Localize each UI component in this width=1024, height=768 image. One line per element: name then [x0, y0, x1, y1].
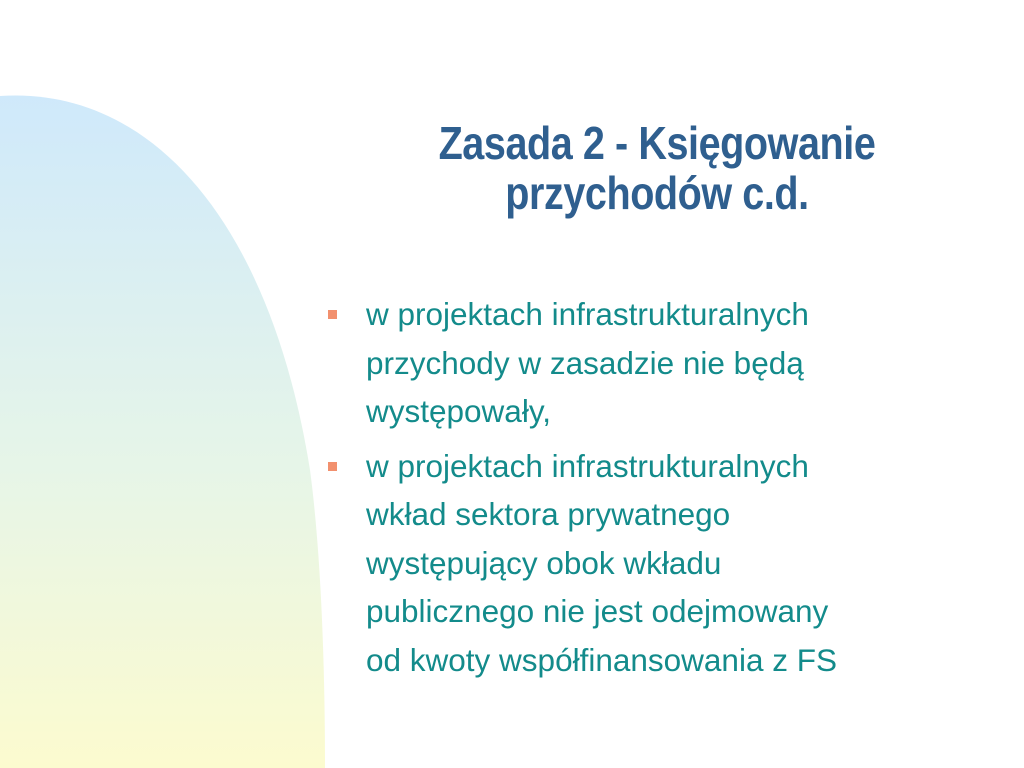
bullet-line: występowały,: [366, 393, 551, 429]
bullet-line: w projektach infrastrukturalnych: [366, 296, 809, 332]
slide-title-line-2: przychodów c.d.: [505, 167, 809, 219]
slide-title-line-1: Zasada 2 - Księgowanie: [438, 117, 876, 169]
bullet-line: występujący obok wkładu: [366, 544, 722, 581]
bullet-item-2: [326, 442, 986, 685]
bullet-line: od kwoty współfinansowania z FS: [366, 641, 837, 678]
square-bullet-icon: [328, 310, 337, 319]
bullet-line: publicznego nie jest odejmowany: [366, 593, 829, 629]
bullet-line: przychody w zasadzie nie będą: [366, 344, 804, 381]
bullet-item-1: [326, 290, 986, 436]
square-bullet-icon: [328, 462, 337, 471]
slide-title: [402, 118, 913, 218]
bullet-list: [326, 290, 986, 684]
bullet-line: w projektach infrastrukturalnych: [366, 447, 809, 484]
bullet-line: wkład sektora prywatnego: [366, 496, 731, 532]
